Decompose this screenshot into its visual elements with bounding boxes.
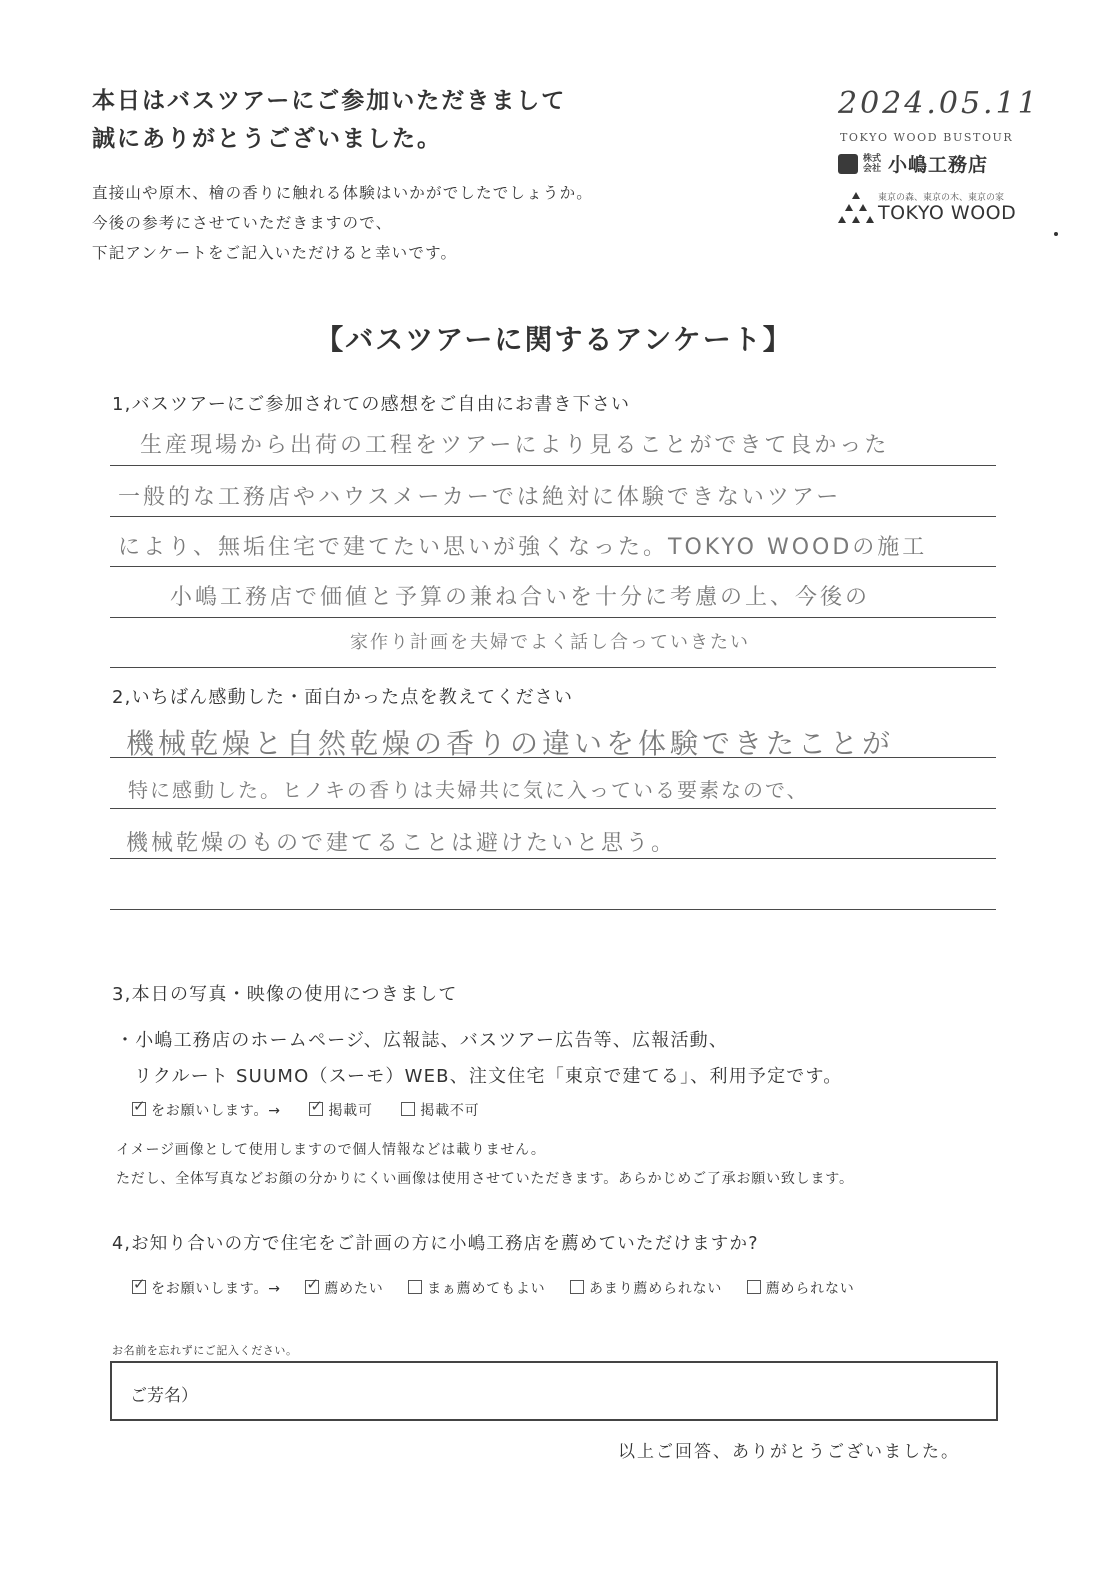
q4-opt1-checkbox[interactable] xyxy=(305,1280,319,1294)
q4-opt3-checkbox[interactable] xyxy=(570,1280,584,1294)
intro-body-line2: 今後の参考にさせていただきますので、 xyxy=(92,214,393,232)
q3-request-checkbox[interactable] xyxy=(132,1102,146,1116)
tokyo-wood-tagline: 東京の森、東京の木、東京の家 xyxy=(878,193,1005,203)
q3-request-label: をお願いします。→ xyxy=(151,1103,281,1119)
answer-line xyxy=(110,858,996,859)
q4-request-label: をお願いします。→ xyxy=(151,1281,281,1297)
q4-request-checkbox[interactable] xyxy=(132,1280,146,1294)
q4-opt3-label: あまり薦められない xyxy=(589,1281,723,1297)
intro-body-line3: 下記アンケートをご記入いただけると幸いです。 xyxy=(92,244,458,262)
company-logo-icon xyxy=(838,154,858,174)
intro-title xyxy=(92,82,566,158)
question-3: 3,本日の写真・映像の使用につきまして xyxy=(112,984,458,1005)
question-1: 1,バスツアーにご参加されての感想をご自由にお書き下さい xyxy=(112,394,631,415)
intro-title-line2: 誠にありがとうございました。 xyxy=(92,126,442,152)
company-logo xyxy=(838,150,988,177)
name-field[interactable] xyxy=(110,1361,998,1421)
q3-options xyxy=(132,1100,479,1120)
question-4: 4,お知り合いの方で住宅をご計画の方に小嶋工務店を薦めていただけますか? xyxy=(112,1234,759,1254)
q4-opt1-label: 薦めたい xyxy=(324,1281,384,1297)
name-note: お名前を忘れずにご記入ください。 xyxy=(112,1344,298,1357)
q3-note2: ただし、全体写真などお顔の分かりにくい画像は使用させていただきます。あらかじめご了承お願い致します。 xyxy=(116,1171,854,1187)
name-label: ご芳名） xyxy=(130,1386,198,1406)
q4-opt2-label: まぁ薦めてもよい xyxy=(427,1281,546,1297)
answer-line xyxy=(110,909,996,910)
q4-opt4-label: 薦められない xyxy=(765,1281,855,1297)
speck xyxy=(1054,232,1058,236)
answer-line xyxy=(110,808,996,809)
triangles-icon xyxy=(838,190,874,224)
answer-line xyxy=(110,617,996,618)
q3-bullet-line2: リクルート SUUMO（スーモ）WEB、注文住宅「東京で建てる」、利用予定です。 xyxy=(134,1066,843,1087)
q3-ok-checkbox[interactable] xyxy=(309,1102,323,1116)
company-name: 小嶋工務店 xyxy=(888,154,989,176)
answer-line xyxy=(110,516,996,517)
intro-body-line1: 直接山や原木、檜の香りに触れる体験はいかがでしたでしょうか。 xyxy=(92,184,594,202)
company-type: 株式会社 xyxy=(863,153,882,174)
q1-answer-line4: 小嶋工務店で価値と予算の兼ね合いを十分に考慮の上、今後の xyxy=(170,585,871,610)
q2-answer-line3: 機械乾燥のもので建てることは避けたいと思う。 xyxy=(126,831,677,856)
question-2: 2,いちばん感動した・面白かった点を教えてください xyxy=(112,687,574,708)
intro-title-line1: 本日はバスツアーにご参加いただきまして xyxy=(92,88,567,114)
q1-answer-line1: 生産現場から出荷の工程をツアーにより見ることができて良かった xyxy=(140,433,890,458)
answer-line xyxy=(110,465,996,466)
q3-note1: イメージ画像として使用しますので個人情報などは載りません。 xyxy=(116,1142,546,1158)
closing-text: 以上ご回答、ありがとうございました。 xyxy=(618,1442,960,1462)
intro-body xyxy=(92,178,593,268)
q4-options xyxy=(132,1278,855,1298)
q1-answer-line3: により、無垢住宅で建てたい思いが強くなった。TOKYO WOODの施工 xyxy=(118,535,928,560)
q4-opt4-checkbox[interactable] xyxy=(747,1280,761,1294)
q1-answer-line2: 一般的な工務店やハウスメーカーでは絶対に体験できないツアー xyxy=(118,485,842,510)
tokyo-wood-name: TOKYO WOOD xyxy=(878,202,1017,224)
q2-answer-line1: 機械乾燥と自然乾燥の香りの違いを体験できたことが xyxy=(126,727,895,760)
tokyo-wood-logo xyxy=(838,190,1017,228)
q4-opt2-checkbox[interactable] xyxy=(408,1280,422,1294)
answer-line xyxy=(110,667,996,668)
q3-ng-label: 掲載不可 xyxy=(420,1103,480,1119)
q3-ng-checkbox[interactable] xyxy=(401,1102,415,1116)
q1-answer-line5: 家作り計画を夫婦でよく話し合っていきたい xyxy=(350,632,750,653)
date: 2024.05.11 xyxy=(838,86,1040,121)
q3-bullet-line1: ・小嶋工務店のホームページ、広報誌、バスツアー広告等、広報活動、 xyxy=(116,1030,729,1051)
tour-name: TOKYO WOOD BUSTOUR xyxy=(840,131,1014,144)
survey-title: 【バスツアーに関するアンケート】 xyxy=(315,323,793,356)
q3-ok-label: 掲載可 xyxy=(328,1103,373,1119)
q2-answer-line2: 特に感動した。ヒノキの香りは夫婦共に気に入っている要素なので、 xyxy=(128,778,809,802)
answer-line xyxy=(110,566,996,567)
